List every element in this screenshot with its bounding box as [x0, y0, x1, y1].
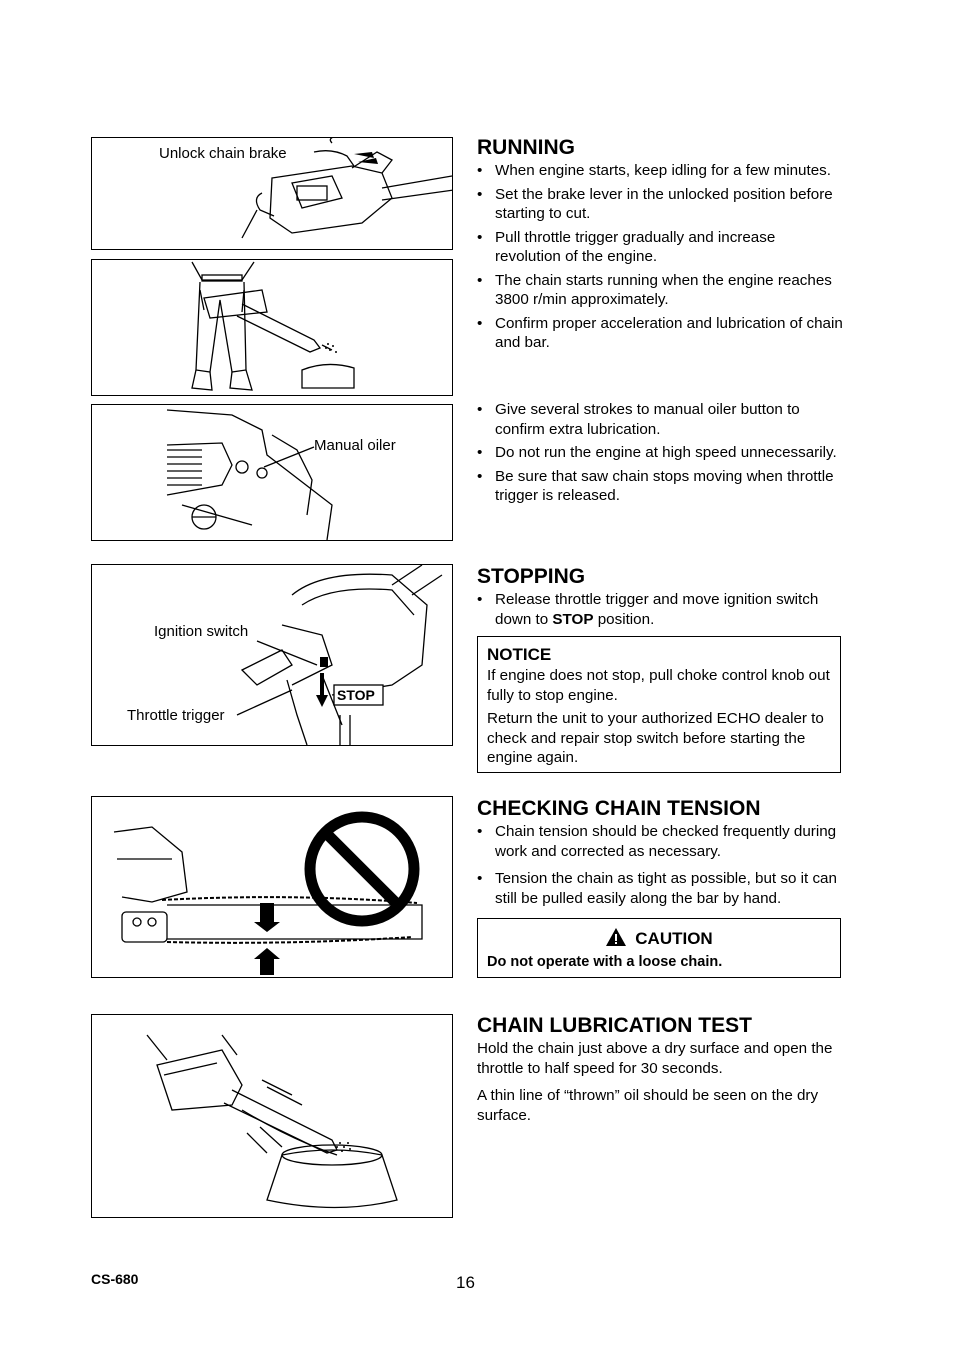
manual-oiler-label: Manual oiler	[314, 437, 396, 454]
manual-oiler-illustration	[92, 405, 453, 541]
ignition-switch-label: Ignition switch	[154, 623, 249, 640]
loose-chain-illustration	[92, 797, 453, 978]
lubrication-test-illustration	[92, 1015, 453, 1218]
stop-tag: STOP	[337, 687, 375, 703]
figure-unlock-chain-brake	[91, 137, 453, 250]
caution-heading: CAUTION	[635, 929, 713, 948]
list-item: • When engine starts, keep idling for a few minutes.	[477, 161, 843, 181]
running-oiler-section	[477, 400, 843, 510]
chain-tension-list	[477, 822, 843, 908]
list-item	[477, 590, 843, 629]
operator-illustration	[92, 260, 453, 396]
running-section	[477, 136, 843, 357]
list-item: • Be sure that saw chain stops moving when throttle trigger is released.	[477, 467, 843, 506]
list-item: • Tension the chain as tight as possible, but so it can still be pulled easily along the bar by hand.	[477, 869, 843, 908]
running-list-2	[477, 400, 843, 506]
page-number: 16	[456, 1273, 475, 1292]
figure-ignition-stop	[91, 564, 453, 746]
lubrication-paragraph-1: Hold the chain just above a dry surface and open the throttle to half speed for 30 seconds.	[477, 1040, 833, 1077]
lubrication-heading: CHAIN LUBRICATION TEST	[477, 1014, 752, 1037]
list-item: • Set the brake lever in the unlocked position before starting to cut.	[477, 185, 843, 224]
caution-box	[477, 918, 841, 978]
list-item: • Give several strokes to manual oiler button to confirm extra lubrication.	[477, 400, 843, 439]
stop-keyword: STOP	[552, 610, 594, 628]
caution-text: Do not operate with a loose chain.	[487, 954, 723, 970]
stopping-list	[477, 590, 843, 629]
lubrication-paragraph-2: A thin line of “thrown” oil should be seen on the dry surface.	[477, 1087, 819, 1124]
list-item: • Confirm proper acceleration and lubrication of chain and bar.	[477, 314, 843, 353]
running-heading: RUNNING	[477, 136, 575, 159]
figure-loose-chain	[91, 796, 453, 978]
model-number: CS-680	[91, 1271, 139, 1287]
stopping-heading: STOPPING	[477, 565, 586, 588]
unlock-chain-brake-label: Unlock chain brake	[159, 145, 287, 162]
stopping-section	[477, 565, 843, 633]
notice-heading: NOTICE	[487, 645, 552, 664]
running-list	[477, 161, 843, 353]
list-item: • Do not run the engine at high speed unnecessarily.	[477, 443, 843, 463]
stopping-text-end: position.	[593, 610, 655, 628]
list-item: • Pull throttle trigger gradually and increase revolution of the engine.	[477, 228, 843, 267]
lubrication-section	[477, 1014, 843, 1133]
notice-box	[477, 636, 841, 773]
notice-paragraph-2: Return the unit to your authorized ECHO dealer to check and repair stop switch before starting the engine again.	[487, 710, 824, 766]
figure-operator-running	[91, 259, 453, 396]
notice-paragraph-1: If engine does not stop, pull choke control knob out fully to stop engine.	[487, 667, 830, 704]
chain-tension-section	[477, 797, 843, 912]
caution-header	[487, 927, 831, 953]
figure-lubrication-test	[91, 1014, 453, 1218]
chain-tension-heading: CHECKING CHAIN TENSION	[477, 797, 761, 820]
list-item: • Chain tension should be checked frequently during work and corrected as necessary.	[477, 822, 843, 861]
list-item: • The chain starts running when the engine reaches 3800 r/min approximately.	[477, 271, 843, 310]
stopping-text: Release throttle trigger and move ignition switch down to	[495, 591, 819, 628]
warning-triangle-icon	[605, 927, 627, 947]
throttle-trigger-label: Throttle trigger	[127, 707, 225, 724]
figure-manual-oiler	[91, 404, 453, 541]
